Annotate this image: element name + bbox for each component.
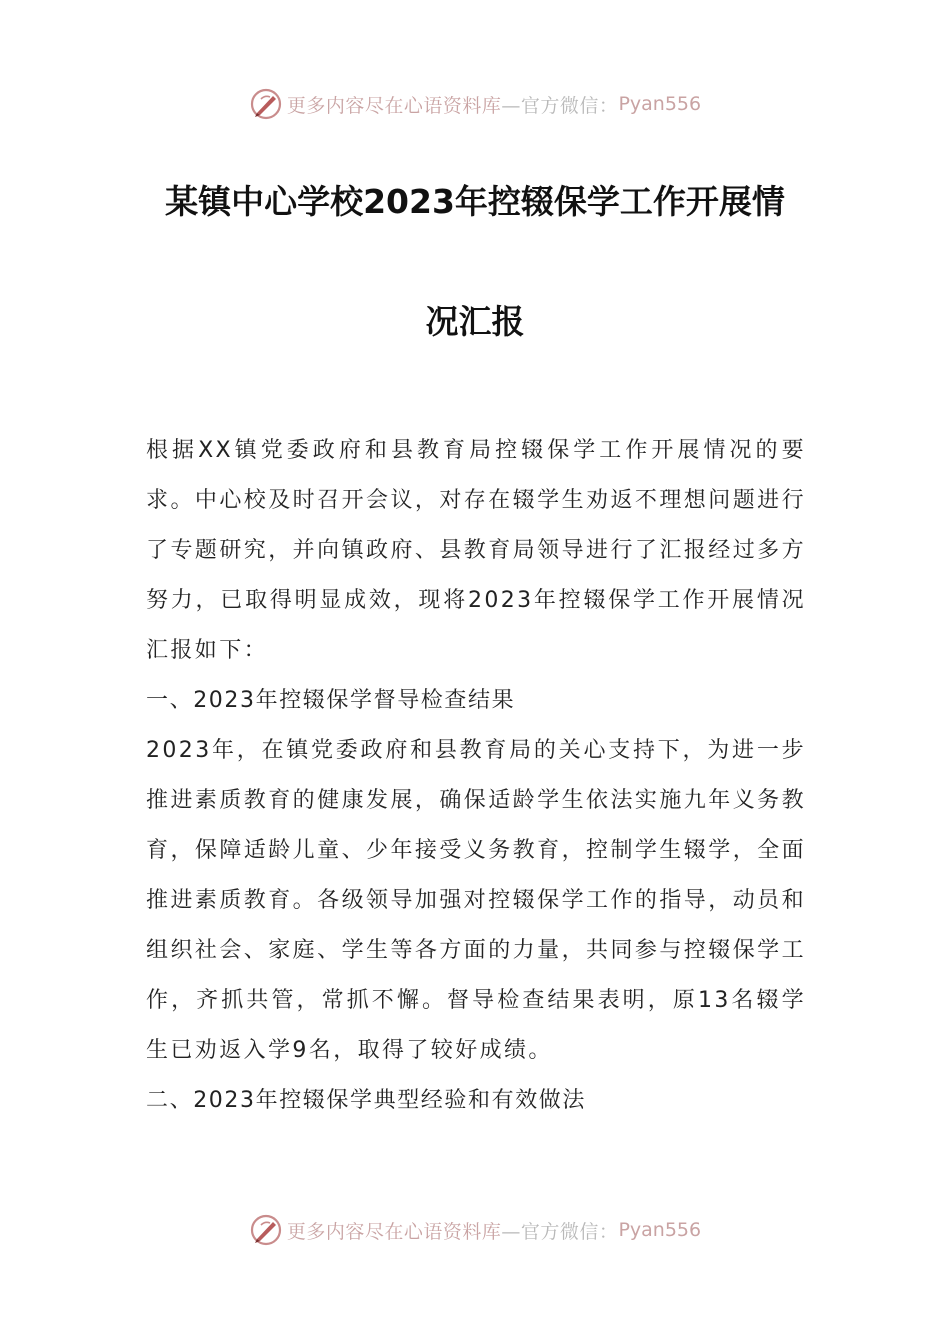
- section1-heading: 一、2023年控辍保学督导检查结果: [146, 688, 516, 713]
- header-watermark-banner: [0, 84, 950, 124]
- document-title-line1: 某镇中心学校2023年控辍保学工作开展情: [165, 182, 785, 221]
- watermark-wechat-id: Pyan556: [618, 93, 702, 115]
- section1-paragraph: 2023年，在镇党委政府和县教育局的关心支持下，为进一步推进素质教育的健康发展，确保适龄学生依法实施九年义务教育，保障适龄儿童、少年接受义务教育，控制学生辍学，全面推进素质教育。各级领导加强对控辍保学工作的指导，动员和组织社会、家庭、学生等各方面的力量，共同参与控辍保学工作，齐抓共管，常抓不懈。督导检查结果表明，原13名辍学生已劝返入学9名，取得了较好成绩。: [146, 738, 806, 1063]
- pen-logo-icon: [249, 87, 283, 121]
- section2-heading: 二、2023年控辍保学典型经验和有效做法: [146, 1088, 586, 1113]
- watermark-separator: —官方微信：: [501, 94, 619, 117]
- watermark-text: 更多内容尽在心语资料库: [286, 94, 502, 117]
- document-title-line2: 况汇报: [425, 302, 525, 341]
- watermark-text: 更多内容尽在心语资料库: [286, 1220, 502, 1243]
- intro-paragraph: 根据XX镇党委政府和县教育局控辍保学工作开展情况的要求。中心校及时召开会议，对存在辍学生劝返不理想问题进行了专题研究，并向镇政府、县教育局领导进行了汇报经过多方努力，已取得明显成效，现将2023年控辍保学工作开展情况汇报如下：: [146, 438, 806, 663]
- watermark-wechat-id: Pyan556: [618, 1219, 702, 1241]
- watermark-separator: —官方微信：: [501, 1220, 619, 1243]
- pen-logo-icon: [249, 1213, 283, 1247]
- footer-watermark-banner: [0, 1210, 950, 1250]
- document-body: [146, 426, 806, 1126]
